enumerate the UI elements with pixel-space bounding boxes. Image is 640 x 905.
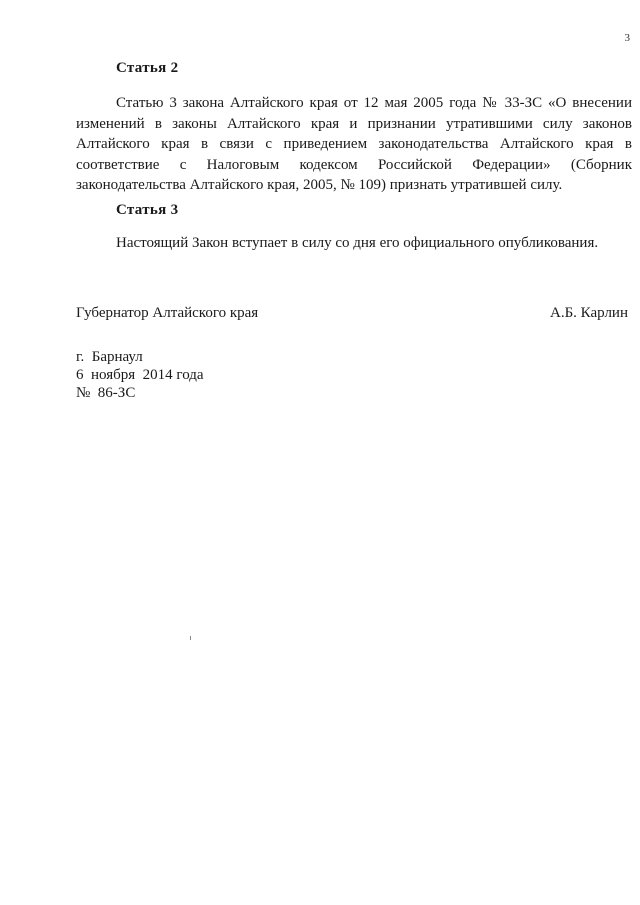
article-3-title: Статья 3 [116,202,179,218]
place-block [76,348,204,402]
governor-name: А.Б. Карлин [549,305,628,321]
governor-title: Губернатор Алтайского края [76,305,259,321]
article-2-title: Статья 2 [116,60,179,76]
article-2-body: Статью 3 закона Алтайского края от 12 мая 2005 года № 33-ЗС «О внесении изменений в законы Алтайского края и признании утратившими силу законов Алтайского края в связи с приведением законодательства Алтайского края в соответствие с Налоговым кодексом Российской Федерации» (Сборник законодательства Алтайского края, 2005, № 109) признать утратившей силу. [76,95,632,193]
article-3-body: Настоящий Закон вступает в силу со дня его официального опубликования. [116,235,599,251]
page-number: 3 [624,32,630,44]
law-date: 6 ноября 2014 года [76,367,204,383]
scan-speck [190,636,191,640]
signature-row [76,305,628,322]
city: г. Барнаул [76,349,143,365]
law-number: № 86-ЗС [76,385,136,401]
